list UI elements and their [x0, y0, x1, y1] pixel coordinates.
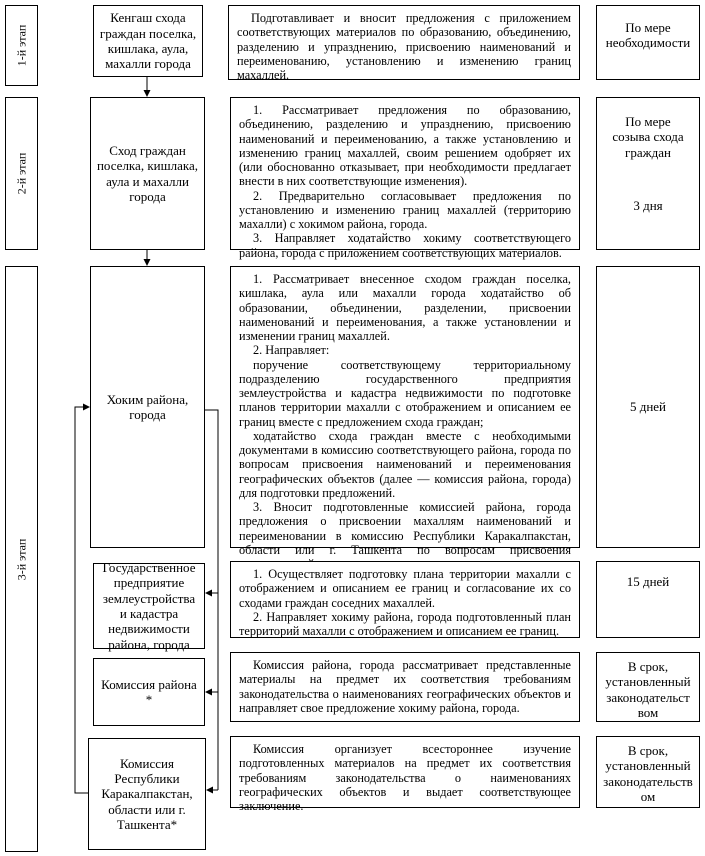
actor-hokim: Хоким района, города [90, 266, 205, 548]
stage-2-label: 2-й этап [5, 97, 38, 250]
term-gp: 15 дней [596, 561, 700, 638]
desc-skhod: 1. Рассматривает предложения по образованию, объединению, разделению и упразднению, присвоению наименований и переименованию, а также установлению и изменению границ махаллей, своим решением одобряет их (или обоснованно отказывает, при необходимости предлагает внести в них соответствующие изменения). 2. Предварительно согласовывает предложения по установлению и изменению границ махаллей (территорию махалли) с хокимом района, города. 3. Направляет ходатайство хокиму соответствующего района, города с приложением соответствующих материалов. [230, 97, 580, 250]
term-skhod: По мере созыва схода граждан 3 дня [596, 97, 700, 250]
line-hokim-bus [205, 410, 218, 790]
term-kengash: По мере необходимости [596, 5, 700, 80]
desc-komissiya-respubliki: Комиссия организует всестороннее изучение подготовленных материалов на предмет их соответствия требованиям законодательства о наименованиях географических объектов и выдает соответствующее заключение. [230, 736, 580, 808]
actor-skhod: Сход граждан поселка, кишлака, аула и махалли города [90, 97, 205, 250]
term-hokim: 5 дней [596, 266, 700, 548]
term-komissiya-rayona: В срок, установленный законодательст вом [596, 652, 700, 722]
actor-gp: Государственное предприятие землеустройства и кадастра недвижимости района, города [93, 563, 205, 649]
desc-komissiya-rayona: Комиссия района, города рассматривает представленные материалы на предмет их соответствия требованиям законодательства о наименованиях географических объектов и направляет свое предложение хокиму района, города. [230, 652, 580, 722]
desc-kengash: Подготавливает и вносит предложения с приложением соответствующих материалов по образованию, объединению, разделению и упразднению, присвоению наименований и переименованию, установлению и изменению границ махаллей. [228, 5, 580, 80]
actor-kengash: Кенгаш схода граждан поселка, кишлака, аула, махалли города [93, 5, 203, 77]
stage-3-label: 3-й этап [5, 266, 38, 852]
actor-komissiya-rayona: Комиссия района * [93, 658, 205, 726]
desc-hokim: 1. Рассматривает внесенное сходом граждан поселка, кишлака, аула или махалли города ходатайство об образовании, объединении, разделении, присвоении наименований и переименования, а также установлении и изменении границ махаллей. 2. Направляет: поручение соответствующему территориальному подразделению государственного предприятия землеустройства и кадастра недвижимости по подготовке планов территории махалли с отображением и описанием ее границ вместе с предложением схода граждан; ходатайство схода граждан вместе с необходимыми документами в комиссию соответствующего района, города по вопросам присвоения наименований и переименования географических объектов (далее — комиссия района, города) для подготовки предложений. 3. Вносит подготовленные комиссией района, города предложения о присвоении махаллям наименований и переименовании в комиссию Республики Каракалпакстан, области или г. Ташкента по вопросам присвоения [230, 266, 580, 548]
desc-gp: 1. Осуществляет подготовку плана территории махалли с отображением и описанием ее границ и согласование их со сходами граждан соседних махаллей. 2. Направляет хокиму района, города подготовленный план территорий махалли с отображением и описанием ее границ. [230, 561, 580, 638]
actor-komissiya-respubliki: Комиссия Республики Каракалпакстан, области или г. Ташкента* [88, 738, 206, 850]
term-komissiya-respubliki: В срок, установленный законодательств ом [596, 736, 700, 808]
stage-1-label: 1-й этап [5, 5, 38, 86]
arrow-respubliki-to-hokim [75, 407, 89, 793]
